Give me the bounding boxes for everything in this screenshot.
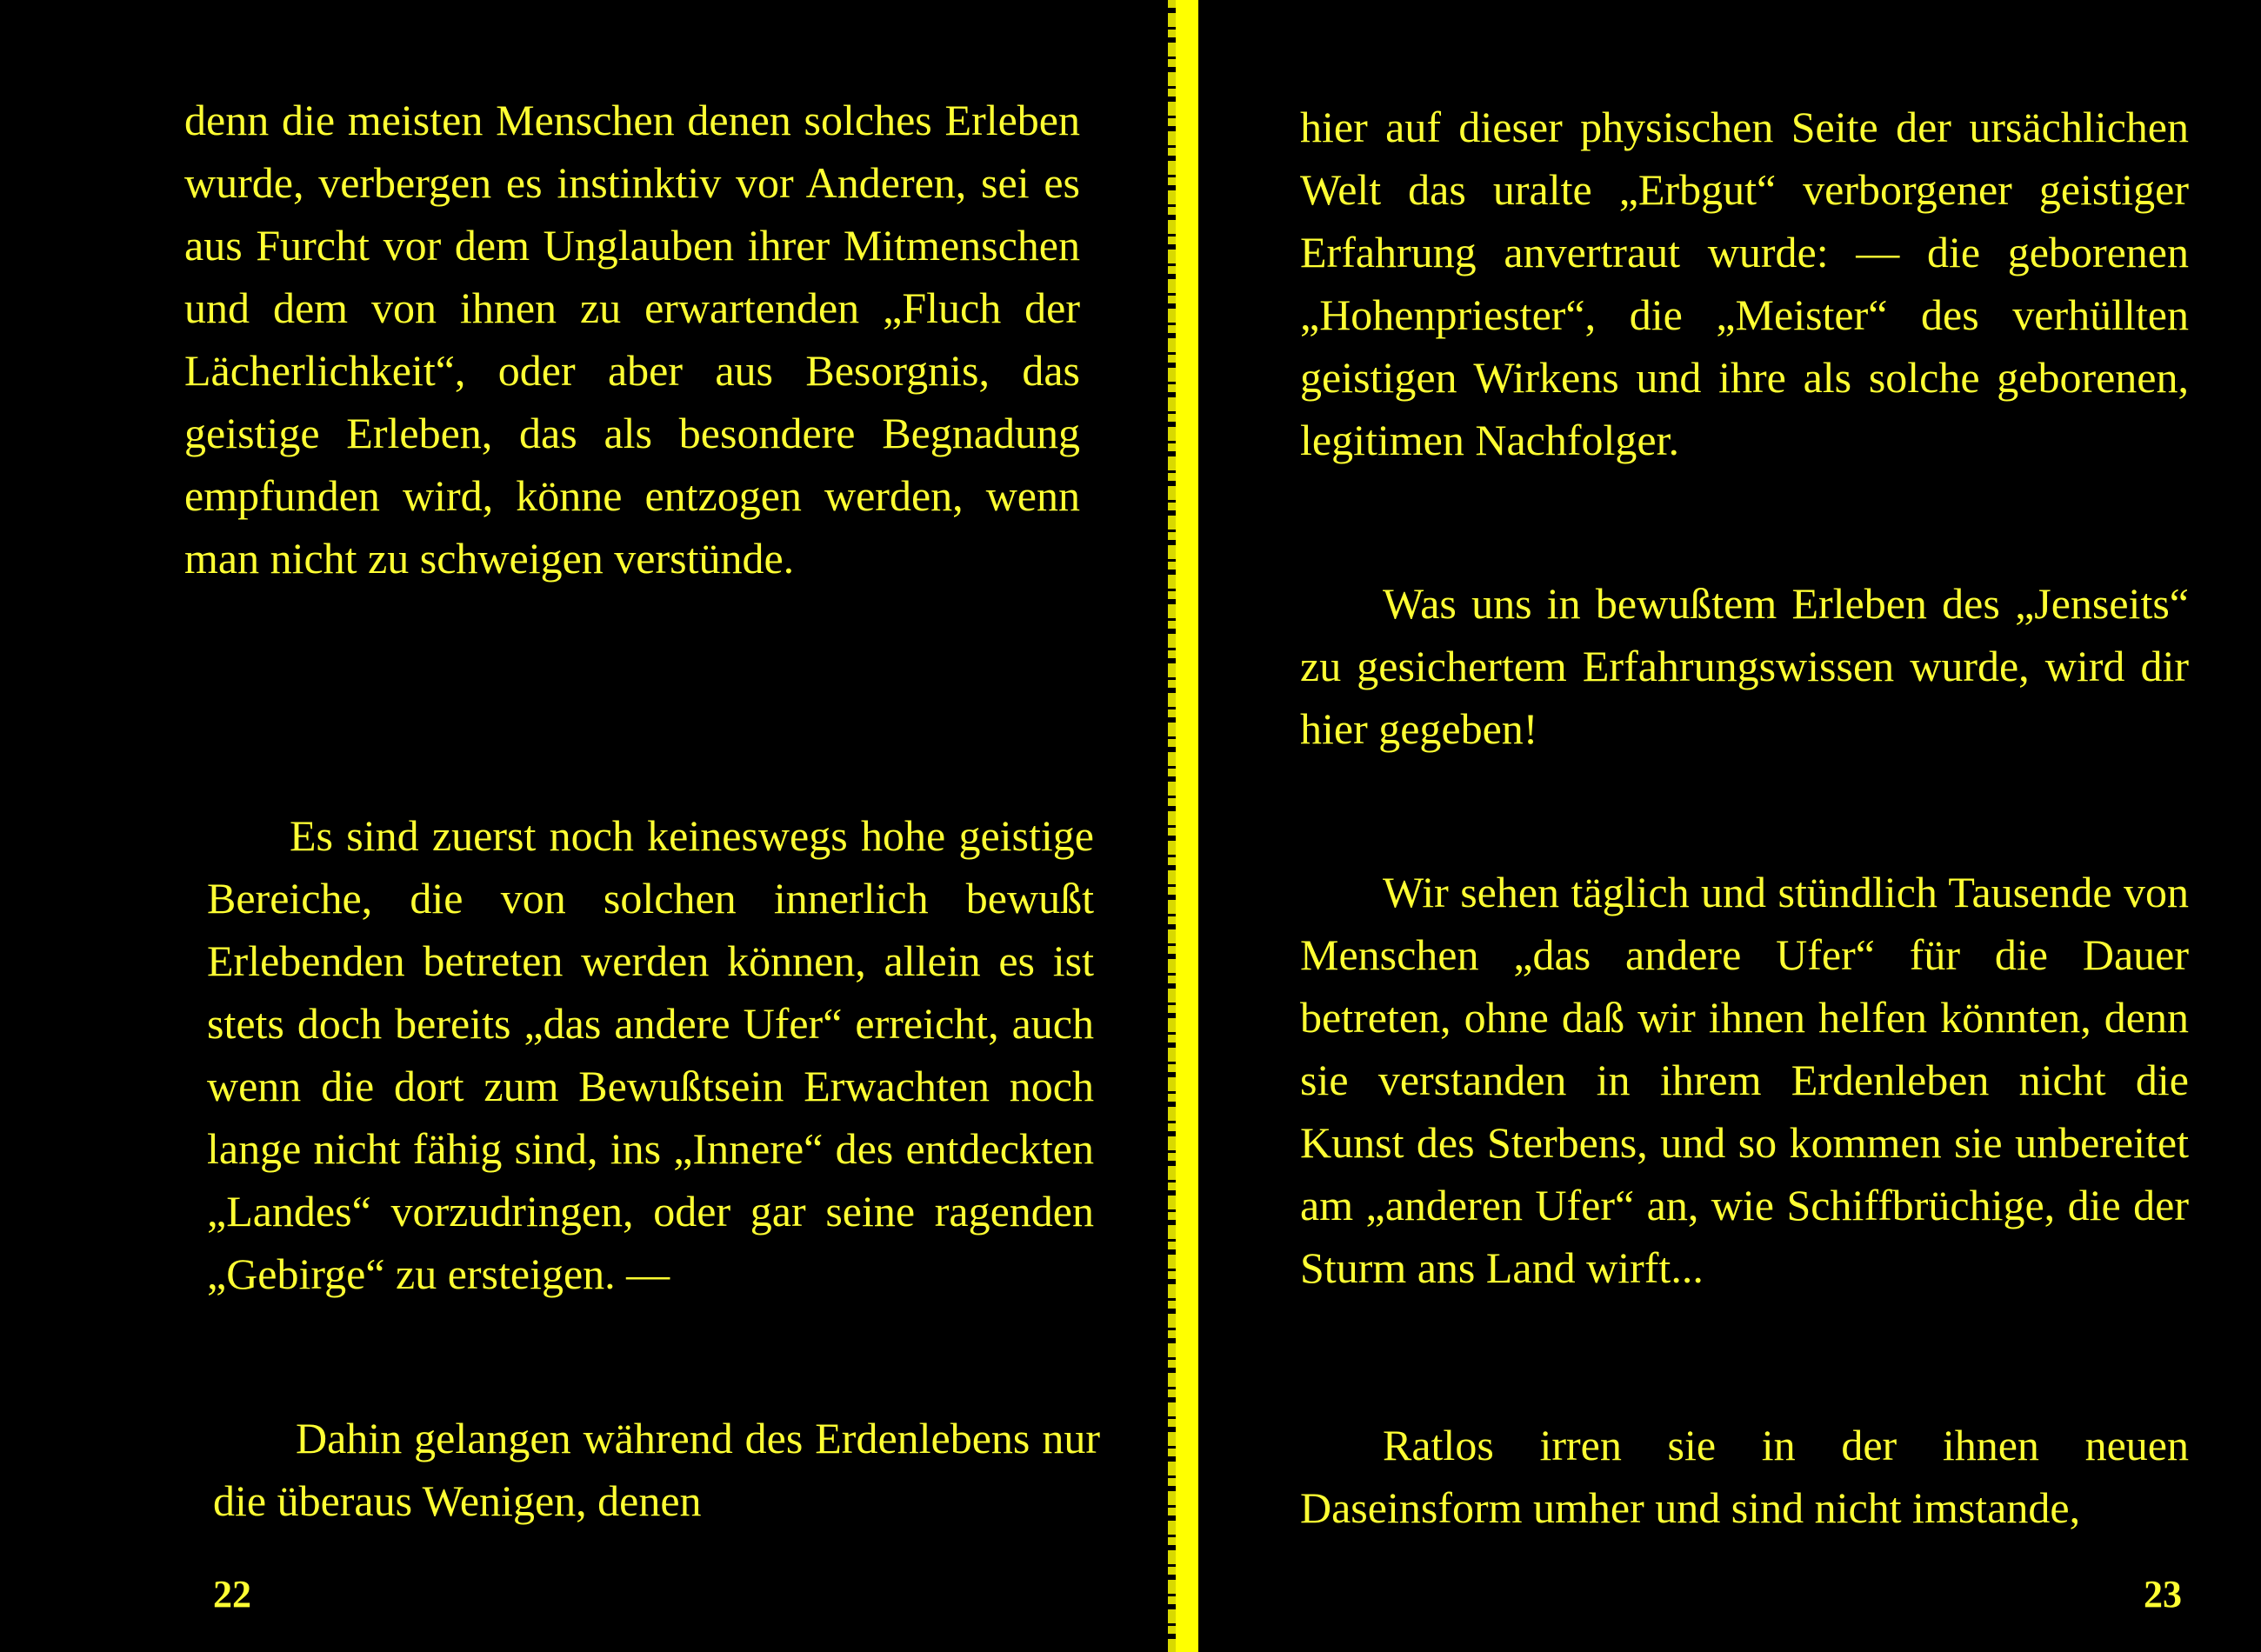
paragraph-text: denn die meisten Menschen denen solches Erleben wurde, verbergen es instinktiv vor Anderen, sei es aus Furcht vor dem Unglauben ihrer Mitmenschen und dem von ihnen zu erwartenden „Fluch der Lächerlichkeit“, oder aber aus Besorgnis, das geistige Erleben, das als besondere Begnadung empfunden wird, könne entzogen werden, wenn man nicht zu schweigen verstünde. <box>184 96 1080 583</box>
spine-strip <box>1176 0 1198 1652</box>
page-number-right: 23 <box>2144 1573 2182 1615</box>
right-paragraph-1 <box>1300 96 2189 471</box>
paragraph-text: Ratlos irren sie in der ihnen neuen Daseinsform umher und sind nicht imstande, <box>1300 1421 2189 1532</box>
right-paragraph-4 <box>1300 1414 2189 1539</box>
right-paragraph-2 <box>1300 572 2189 760</box>
left-paragraph-2 <box>207 804 1094 1305</box>
page-number-left: 22 <box>213 1573 251 1615</box>
paragraph-text: Was uns in bewußtem Erleben des „Jenseits“ zu gesichertem Erfahrungswissen wurde, wird dir hier gegeben! <box>1300 579 2189 753</box>
paragraph-text: Dahin gelangen während des Erdenlebens nur die überaus Wenigen, denen <box>213 1414 1100 1525</box>
left-paragraph-1 <box>184 89 1080 590</box>
paragraph-text: Es sind zuerst noch keineswegs hohe geistige Bereiche, die von solchen innerlich bewußt Erlebenden betreten werden können, allein es ist stets doch bereits „das andere Ufer“ erreicht, auch wenn die dort zum Bewußtsein Erwachten noch lange nicht fähig sind, ins „Innere“ des entdeckten „Landes“ vorzudringen, oder gar seine ragenden „Gebirge“ zu ersteigen. — <box>207 811 1094 1298</box>
paragraph-text: hier auf dieser physischen Seite der ursächlichen Welt das uralte „Erbgut“ verborgener geistiger Erfahrung anvertraut wurde: — die geborenen „Hohenpriester“, die „Meister“ des verhüllten geistigen Wirkens und ihre als solche geborenen, legitimen Nachfolger. <box>1300 103 2189 464</box>
right-paragraph-3 <box>1300 861 2189 1299</box>
paragraph-text: Wir sehen täglich und stündlich Tausende von Menschen „das andere Ufer“ für die Dauer betreten, ohne daß wir ihnen helfen könnten, denn sie verstanden in ihrem Erdenleben nicht die Kunst des Sterbens, und so kommen sie unbereitet am „anderen Ufer“ an, wie Schiffbrüchige, die der Sturm ans Land wirft... <box>1300 868 2189 1292</box>
left-paragraph-3 <box>213 1407 1100 1532</box>
